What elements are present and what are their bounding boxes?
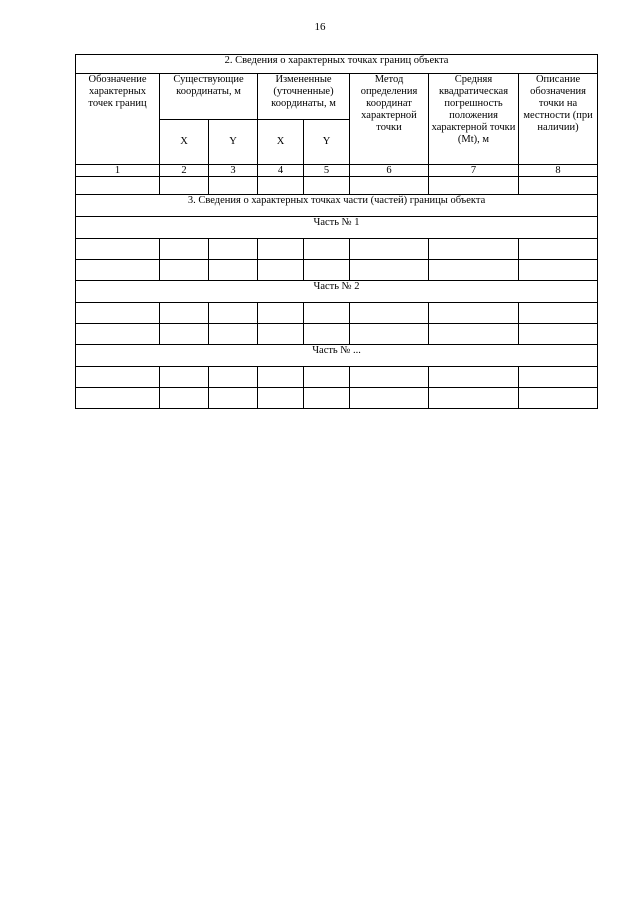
table-cell — [304, 260, 350, 281]
table-cell — [76, 324, 160, 345]
table-cell — [209, 367, 258, 388]
table-row — [76, 303, 598, 324]
table-row — [76, 260, 598, 281]
table-cell — [209, 388, 258, 409]
table-cell — [160, 177, 209, 195]
table-cell — [258, 177, 304, 195]
table-cell — [350, 303, 429, 324]
table-row — [76, 324, 598, 345]
table-row — [76, 177, 598, 195]
section-3-title: 3. Сведения о характерных точках части (частей) границы объекта — [76, 195, 598, 217]
column-number: 3 — [209, 165, 258, 177]
header-existing-coordinates: Существующие координаты, м — [160, 74, 258, 120]
table-cell — [429, 367, 519, 388]
column-number: 2 — [160, 165, 209, 177]
table-cell — [350, 324, 429, 345]
table-cell — [258, 388, 304, 409]
table-cell — [304, 324, 350, 345]
table-cell — [209, 177, 258, 195]
table-cell — [209, 303, 258, 324]
header-existing-x: X — [160, 120, 209, 165]
table-cell — [76, 239, 160, 260]
part-title-row — [76, 281, 598, 303]
part-title-row — [76, 217, 598, 239]
table-cell — [304, 367, 350, 388]
table-cell — [304, 388, 350, 409]
table-cell — [304, 177, 350, 195]
part-label: Часть № 2 — [76, 281, 598, 303]
table-cell — [209, 239, 258, 260]
table-cell — [350, 177, 429, 195]
column-number: 8 — [519, 165, 598, 177]
table-cell — [429, 303, 519, 324]
table-cell — [160, 367, 209, 388]
table-cell — [160, 239, 209, 260]
table-cell — [160, 388, 209, 409]
column-number: 4 — [258, 165, 304, 177]
table-cell — [258, 260, 304, 281]
table-row — [76, 388, 598, 409]
header-accuracy: Средняя квадратическая погрешность положения характерной точки (Mt), м — [429, 74, 519, 165]
table-cell — [429, 388, 519, 409]
table-cell — [429, 177, 519, 195]
table-cell — [258, 367, 304, 388]
table-cell — [519, 303, 598, 324]
column-numbers-row — [76, 165, 598, 177]
table-cell — [76, 260, 160, 281]
table-row — [76, 239, 598, 260]
table-cell — [76, 303, 160, 324]
table-cell — [350, 239, 429, 260]
header-method: Метод определения координат характерной точки — [350, 74, 429, 165]
part-label: Часть № ... — [76, 345, 598, 367]
table-cell — [350, 260, 429, 281]
header-changed-coordinates: Измененные (уточненные) координаты, м — [258, 74, 350, 120]
header-row — [76, 74, 598, 120]
boundary-points-table — [75, 54, 598, 409]
table-cell — [519, 239, 598, 260]
column-number: 6 — [350, 165, 429, 177]
header-changed-x: X — [258, 120, 304, 165]
column-number: 5 — [304, 165, 350, 177]
section-2-title-row — [76, 55, 598, 74]
page-number: 16 — [314, 21, 326, 33]
table-cell — [519, 260, 598, 281]
table-cell — [519, 388, 598, 409]
table-cell — [160, 324, 209, 345]
section-2-title: 2. Сведения о характерных точках границ объекта — [76, 55, 598, 74]
table-cell — [429, 324, 519, 345]
part-label: Часть № 1 — [76, 217, 598, 239]
table-cell — [258, 239, 304, 260]
table-cell — [519, 324, 598, 345]
table-cell — [519, 367, 598, 388]
table-cell — [304, 239, 350, 260]
table-cell — [350, 388, 429, 409]
header-changed-y: Y — [304, 120, 350, 165]
table-cell — [350, 367, 429, 388]
table-cell — [160, 303, 209, 324]
table-cell — [76, 177, 160, 195]
header-description: Описание обозначения точки на местности (при наличии) — [519, 74, 598, 165]
table-row — [76, 367, 598, 388]
section-3-title-row — [76, 195, 598, 217]
table-cell — [76, 388, 160, 409]
table-cell — [258, 324, 304, 345]
table-cell — [160, 260, 209, 281]
table-cell — [429, 260, 519, 281]
part-title-row — [76, 345, 598, 367]
table-cell — [304, 303, 350, 324]
table-cell — [209, 260, 258, 281]
header-point-designation: Обозначение характерных точек границ — [76, 74, 160, 165]
table-cell — [429, 239, 519, 260]
table-cell — [209, 324, 258, 345]
header-existing-y: Y — [209, 120, 258, 165]
table-cell — [519, 177, 598, 195]
table-cell — [76, 367, 160, 388]
column-number: 7 — [429, 165, 519, 177]
column-number: 1 — [76, 165, 160, 177]
table-cell — [258, 303, 304, 324]
